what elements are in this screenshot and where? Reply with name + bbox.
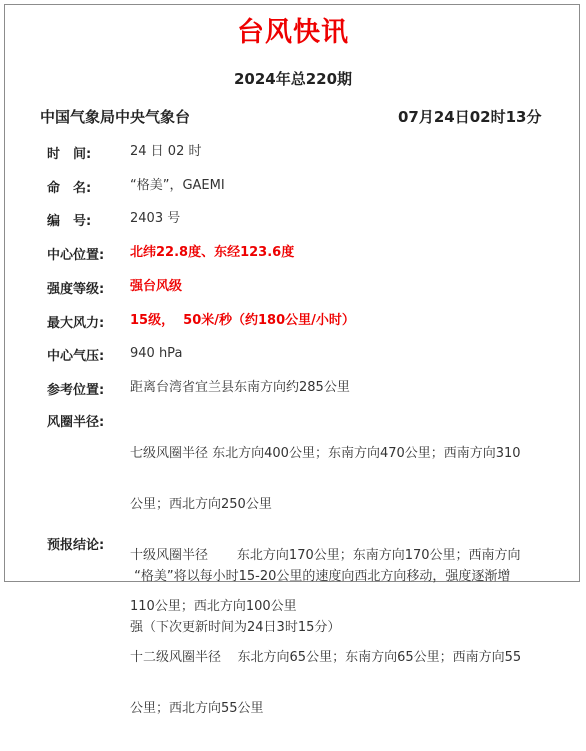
issue-number: 2024年总220期 — [233, 70, 353, 88]
field-time-value: 24 日 02 时 — [130, 144, 202, 159]
field-wind-radius-label: 风圈半径: — [47, 415, 105, 430]
field-intensity-label: 强度等级: — [47, 282, 105, 297]
wind-radius-line: 110公里；西北方向100公里 — [130, 599, 297, 614]
field-reference-value: 距离台湾省宜兰县东南方向约285公里 — [130, 380, 350, 395]
field-max-wind-label: 最大风力: — [47, 316, 105, 331]
issue-datetime: 07月24日02时13分 — [398, 108, 542, 126]
wind-radius-line: 十二级风圈半径 东北方向65公里；东南方向65公里；西南方向55 — [130, 650, 522, 665]
field-number-value: 2403 号 — [130, 211, 181, 226]
field-name-label: 命 名: — [47, 181, 92, 196]
wind-radius-line: 公里；西北方向55公里 — [130, 701, 264, 716]
field-pressure-value: 940 hPa — [130, 346, 183, 361]
field-intensity-value: 强台风级 — [130, 279, 183, 294]
field-reference-label: 参考位置: — [47, 383, 105, 398]
forecast-line: 强（下次更新时间为24日3时15分） — [130, 620, 341, 635]
wind-radius-line: 十级风圈半径 东北方向170公里；东南方向170公里；西南方向 — [130, 548, 521, 563]
wind-radius-line: 公里；西北方向250公里 — [130, 497, 272, 512]
field-max-wind-value: 15级， 50米/秒（约180公里/小时） — [130, 313, 355, 328]
field-forecast-value — [130, 534, 530, 670]
field-pressure-label: 中心气压: — [47, 349, 105, 364]
field-forecast-label: 预报结论: — [47, 538, 105, 553]
field-center-label: 中心位置: — [47, 248, 105, 263]
wind-radius-line: 七级风圈半径 东北方向400公里；东南方向470公里；西南方向310 — [130, 446, 521, 461]
field-name-value: “格美”，GAEMI — [130, 178, 225, 193]
field-time-label: 时 间: — [47, 147, 92, 162]
field-number-label: 编 号: — [47, 214, 92, 229]
forecast-line: “格美”将以每小时15-20公里的速度向西北方向移动，强度逐渐增 — [130, 569, 511, 584]
field-center-value: 北纬22.8度、东经123.6度 — [130, 245, 295, 260]
page-title: 台风快讯 — [237, 17, 349, 48]
issuing-organization: 中国气象局中央气象台 — [40, 108, 191, 126]
